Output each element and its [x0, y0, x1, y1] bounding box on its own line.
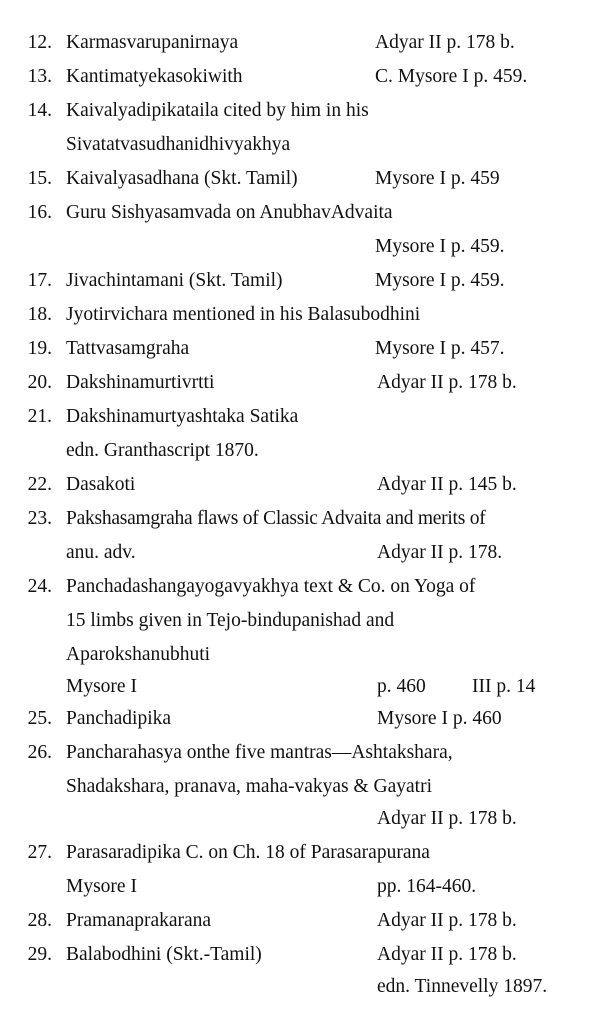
entry-number: 26. — [27, 742, 52, 763]
entry-line — [0, 702, 600, 736]
entry-number: 20. — [27, 372, 52, 393]
entry-line — [0, 128, 600, 162]
entry-reference: p. 460 — [377, 676, 426, 697]
entry-number: 12. — [27, 32, 52, 53]
entry-continuation: Mysore I — [66, 676, 137, 697]
entry-line — [0, 836, 600, 870]
entry-line — [0, 162, 600, 196]
entry-reference: Mysore I p. 460 — [377, 708, 502, 729]
entry-reference: edn. Tinnevelly 1897. — [377, 976, 548, 997]
entry-number: 27. — [27, 842, 52, 863]
entry-reference: pp. 164-460. — [377, 876, 477, 897]
entry-line — [0, 904, 600, 938]
entry-title: Dasakoti — [66, 474, 136, 495]
entry-number: 21. — [27, 406, 52, 427]
entry-line — [0, 736, 600, 770]
entry-line — [0, 26, 600, 60]
entry-continuation: 15 limbs given in Tejo-bindupanishad and — [66, 610, 395, 631]
entry-line — [0, 570, 600, 604]
entry-number: 16. — [27, 202, 52, 223]
entry-title: Pakshasamgraha flaws of Classic Advaita and merits of — [66, 508, 486, 529]
entry-reference: Adyar II p. 145 b. — [377, 474, 517, 495]
entry-title: Panchadashangayogavyakhya text & Co. on Yoga of — [66, 576, 476, 597]
entry-continuation: Aparokshanubhuti — [66, 644, 211, 665]
entry-line — [0, 970, 600, 1004]
entry-continuation: edn. Granthascript 1870. — [66, 440, 259, 461]
entry-number: 24. — [27, 576, 52, 597]
entry-reference: Adyar II p. 178 b. — [377, 944, 517, 965]
entry-number: 25. — [27, 708, 52, 729]
entry-line — [0, 434, 600, 468]
entry-continuation: Mysore I — [66, 876, 137, 897]
entry-title: Jivachintamani (Skt. Tamil) — [66, 270, 283, 291]
entry-line — [0, 332, 600, 366]
entry-continuation: Sivatatvasudhanidhivyakhya — [66, 134, 291, 155]
entry-line — [0, 366, 600, 400]
entry-reference: Mysore I p. 459 — [375, 168, 500, 189]
entry-title: Kantimatyekasokiwith — [66, 66, 243, 87]
entry-title: Dakshinamurtyashtaka Satika — [66, 406, 299, 427]
entry-title: Kaivalyasadhana (Skt. Tamil) — [66, 168, 298, 189]
entry-number: 23. — [27, 508, 52, 529]
entry-title: Parasaradipika C. on Ch. 18 of Parasarapurana — [66, 842, 430, 863]
entry-reference: Mysore I p. 459. — [375, 236, 505, 257]
entry-line — [0, 502, 600, 536]
entry-number: 28. — [27, 910, 52, 931]
entry-line — [0, 604, 600, 638]
entry-title: Panchadipika — [66, 708, 172, 729]
entry-title: Tattvasamgraha — [66, 338, 190, 359]
entry-title: Jyotirvichara mentioned in his Balasubodhini — [66, 304, 421, 325]
entry-reference: Mysore I p. 459. — [375, 270, 505, 291]
entry-title: Pramanaprakarana — [66, 910, 212, 931]
entry-title: Dakshinamurtivrtti — [66, 372, 215, 393]
entry-reference: Adyar II p. 178. — [377, 542, 503, 563]
entry-number: 29. — [27, 944, 52, 965]
entry-continuation: Shadakshara, pranava, maha-vakyas & Gayatri — [66, 776, 433, 797]
entry-reference: Adyar II p. 178 b. — [377, 372, 517, 393]
entry-line — [0, 298, 600, 332]
entry-reference: Adyar II p. 178 b. — [377, 910, 517, 931]
entry-title: Kaivalyadipikataila cited by him in his — [66, 100, 369, 121]
entry-line — [0, 670, 600, 704]
entry-continuation: anu. adv. — [66, 542, 136, 563]
entry-reference: C. Mysore I p. 459. — [375, 66, 528, 87]
entry-line — [0, 536, 600, 570]
entry-line — [0, 230, 600, 264]
entry-line — [0, 400, 600, 434]
entry-number: 19. — [27, 338, 52, 359]
entry-line — [0, 938, 600, 972]
entry-reference-secondary: III p. 14 — [472, 676, 536, 697]
entry-line — [0, 94, 600, 128]
entry-title: Karmasvarupanirnaya — [66, 32, 239, 53]
entry-number: 18. — [27, 304, 52, 325]
entry-line — [0, 196, 600, 230]
entry-line — [0, 770, 600, 804]
entry-number: 13. — [27, 66, 52, 87]
entry-line — [0, 60, 600, 94]
entry-reference: Adyar II p. 178 b. — [375, 32, 515, 53]
entry-title: Pancharahasya onthe five mantras—Ashtakshara, — [66, 742, 453, 763]
entry-line — [0, 264, 600, 298]
entry-title: Balabodhini (Skt.-Tamil) — [66, 944, 262, 965]
entry-number: 17. — [27, 270, 52, 291]
entry-line — [0, 870, 600, 904]
entry-number: 15. — [27, 168, 52, 189]
entry-title: Guru Sishyasamvada on AnubhavAdvaita — [66, 202, 393, 223]
entry-line — [0, 802, 600, 836]
entry-reference: Adyar II p. 178 b. — [377, 808, 517, 829]
entry-number: 14. — [27, 100, 52, 121]
entry-line — [0, 638, 600, 672]
entry-reference: Mysore I p. 457. — [375, 338, 505, 359]
entry-line — [0, 468, 600, 502]
entry-number: 22. — [27, 474, 52, 495]
